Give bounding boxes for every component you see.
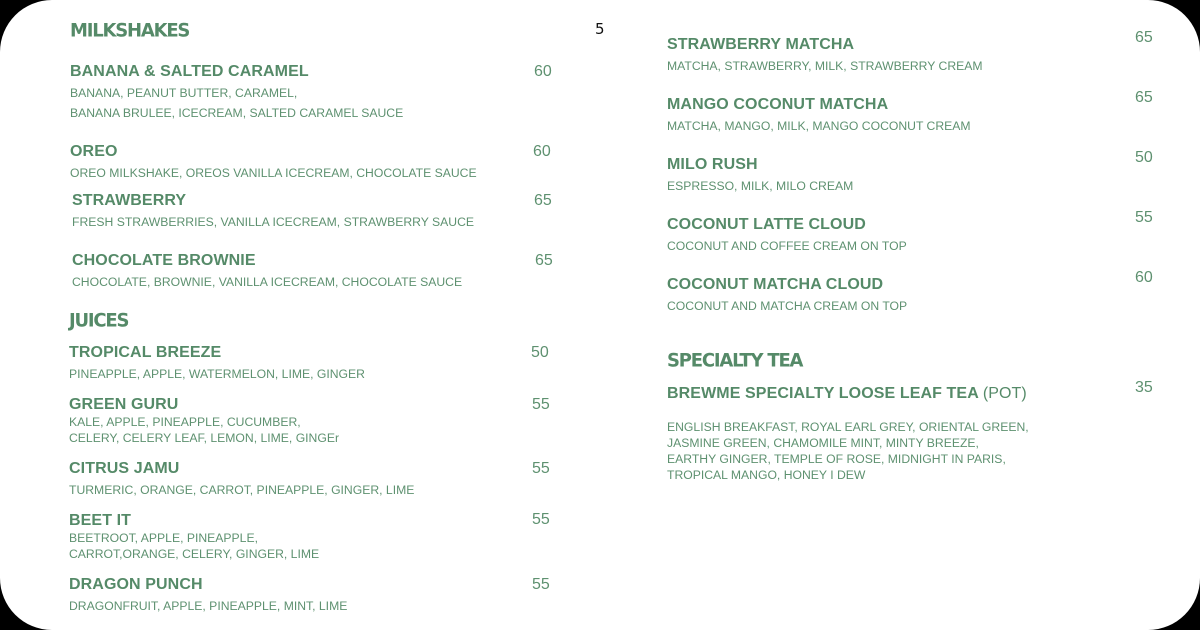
item-description: BANANA BRULEE, ICECREAM, SALTED CARAMEL SAUCE — [70, 106, 404, 120]
item-price: 65 — [534, 192, 552, 209]
item-description: MATCHA, STRAWBERRY, MILK, STRAWBERRY CREAM — [667, 59, 983, 73]
item-description: FRESH STRAWBERRIES, VANILLA ICECREAM, STRAWBERRY SAUCE — [72, 215, 475, 229]
item-description: COCONUT AND COFFEE CREAM ON TOP — [667, 239, 907, 253]
item-description: CELERY, CELERY LEAF, LEMON, LIME, GINGEr — [69, 431, 340, 445]
item-name: MANGO COCONUT MATCHA — [667, 96, 889, 113]
item-description: BANANA, PEANUT BUTTER, CARAMEL, — [70, 86, 298, 100]
item-price: 55 — [532, 576, 550, 593]
item-description: BEETROOT, APPLE, PINEAPPLE, — [69, 531, 258, 545]
item-name: CHOCOLATE BROWNIE — [72, 252, 256, 269]
item-price: 65 — [1135, 29, 1153, 46]
item-name: STRAWBERRY MATCHA — [667, 36, 855, 53]
page-number: 5 — [595, 20, 605, 38]
item-name-suffix: (POT) — [982, 385, 1027, 402]
item-description: TURMERIC, ORANGE, CARROT, PINEAPPLE, GINGER, LIME — [69, 483, 415, 497]
item-name: COCONUT LATTE CLOUD — [667, 216, 866, 233]
item-name: BEET IT — [69, 512, 132, 529]
item-price: 35 — [1135, 379, 1153, 396]
item-name: CITRUS JAMU — [69, 460, 180, 477]
item-price: 50 — [531, 344, 549, 361]
item-price: 55 — [1135, 209, 1153, 226]
item-name — [667, 385, 1027, 403]
item-description: OREO MILKSHAKE, OREOS VANILLA ICECREAM, CHOCOLATE SAUCE — [70, 166, 477, 180]
item-name: STRAWBERRY — [72, 192, 187, 209]
item-description: KALE, APPLE, PINEAPPLE, CUCUMBER, — [69, 415, 301, 429]
item-description: MATCHA, MANGO, MILK, MANGO COCONUT CREAM — [667, 119, 971, 133]
section-title-milkshakes: MILKSHAKES — [70, 19, 190, 42]
section-title-specialty-tea: SPECIALTY TEA — [667, 349, 803, 372]
item-price: 60 — [533, 143, 551, 160]
item-name: BANANA & SALTED CARAMEL — [70, 63, 309, 80]
item-price: 60 — [534, 63, 552, 80]
item-name: OREO — [70, 143, 118, 160]
item-name: MILO RUSH — [667, 156, 758, 173]
item-name: COCONUT MATCHA CLOUD — [667, 276, 884, 293]
item-name-main: BREWME SPECIALTY LOOSE LEAF TEA — [667, 385, 979, 402]
item-description: TROPICAL MANGO, HONEY I DEW — [667, 468, 866, 482]
section-title-juices: JUICES — [69, 309, 129, 332]
item-description: PINEAPPLE, APPLE, WATERMELON, LIME, GINGER — [69, 367, 365, 381]
item-price: 55 — [532, 396, 550, 413]
item-description: EARTHY GINGER, TEMPLE OF ROSE, MIDNIGHT IN PARIS, — [667, 452, 1006, 466]
item-description: DRAGONFRUIT, APPLE, PINEAPPLE, MINT, LIME — [69, 599, 348, 613]
item-description: CARROT,ORANGE, CELERY, GINGER, LIME — [69, 547, 320, 561]
item-price: 60 — [1135, 269, 1153, 286]
item-description: ENGLISH BREAKFAST, ROYAL EARL GREY, ORIENTAL GREEN, — [667, 420, 1029, 434]
item-price: 55 — [532, 511, 550, 528]
item-description: JASMINE GREEN, CHAMOMILE MINT, MINTY BREEZE, — [667, 436, 979, 450]
item-price: 65 — [535, 252, 553, 269]
item-description: ESPRESSO, MILK, MILO CREAM — [667, 179, 854, 193]
item-price: 55 — [532, 460, 550, 477]
item-price: 65 — [1135, 89, 1153, 106]
item-name: TROPICAL BREEZE — [69, 344, 222, 361]
item-name: DRAGON PUNCH — [69, 576, 203, 593]
item-description: CHOCOLATE, BROWNIE, VANILLA ICECREAM, CHOCOLATE SAUCE — [72, 275, 463, 289]
item-description: COCONUT AND MATCHA CREAM ON TOP — [667, 299, 908, 313]
item-price: 50 — [1135, 149, 1153, 166]
item-name: GREEN GURU — [69, 396, 179, 413]
